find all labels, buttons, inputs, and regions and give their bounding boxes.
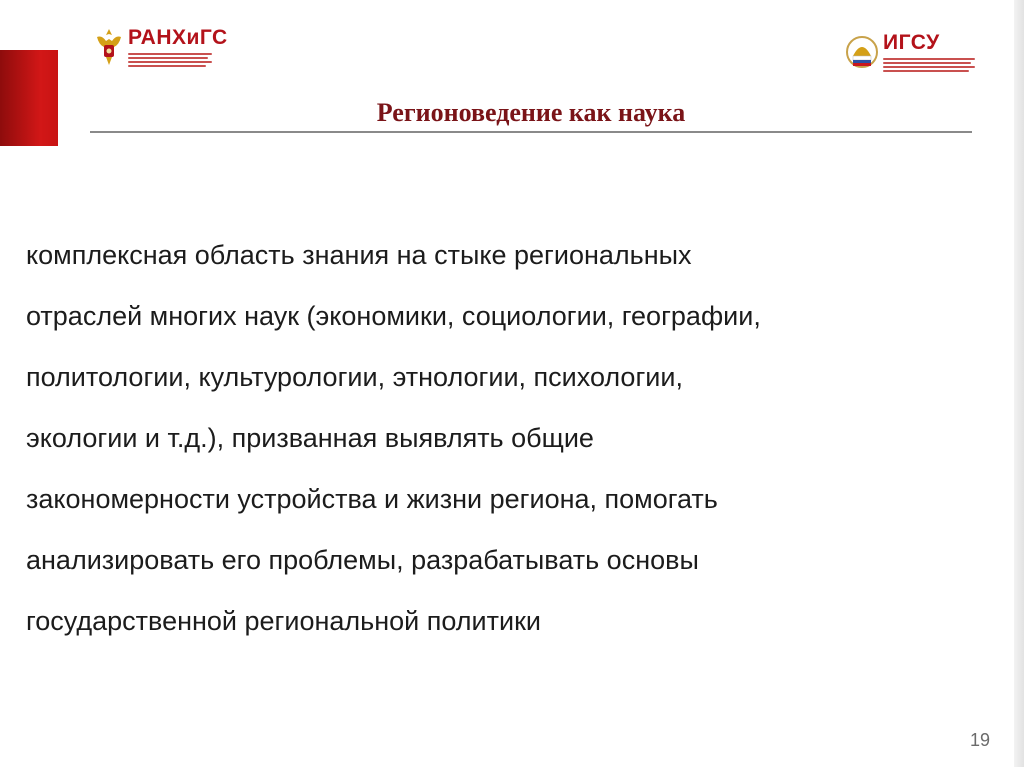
slide-title: Регионоведение как наука [376,98,686,127]
definition-line: анализировать его проблемы, разрабатывать основы [26,545,699,575]
title-divider [90,131,972,133]
definition-line: политологии, культурологии, этнологии, психологии, [26,362,683,392]
definition-line: закономерности устройства и жизни региона, помогать [26,484,718,514]
ranepa-logo [94,27,228,67]
igsu-logo-subtext [883,56,975,72]
ranepa-logo-subtext [128,51,228,67]
definition-line: отраслей многих наук (экономики, социологии, географии, [26,301,761,331]
red-accent-bar [0,50,58,146]
slide-right-border [1014,0,1024,767]
definition-line: комплексная область знания на стыке региональных [26,240,692,270]
igsu-logo-text: ИГСУ [883,31,940,54]
definition-line: экологии и т.д.), призванная выявлять общие [26,423,594,453]
igsu-emblem-icon [845,34,879,70]
definition-text [26,225,986,652]
page-number: 19 [969,730,990,750]
ranepa-logo-text: РАНХиГС [128,26,228,49]
igsu-logo [845,32,975,72]
eagle-emblem-icon [94,27,124,67]
definition-line: государственной региональной политики [26,606,541,636]
